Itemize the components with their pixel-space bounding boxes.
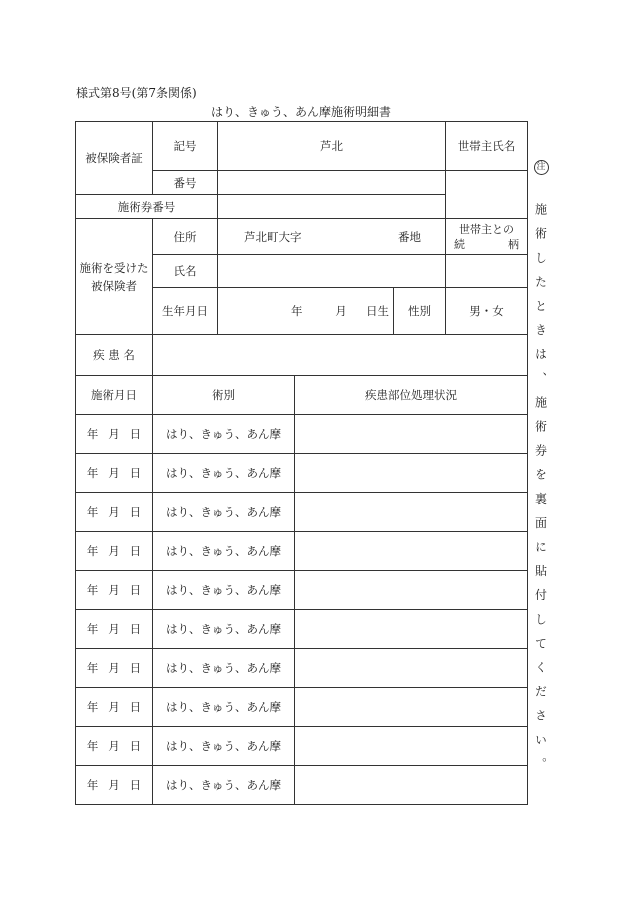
table-row <box>76 649 528 688</box>
table-row <box>76 727 528 766</box>
treatment-type-cell[interactable]: はり、きゅう、あん摩 <box>153 454 295 493</box>
treatment-status-cell[interactable] <box>295 649 528 688</box>
symbol-label: 記号 <box>153 122 218 171</box>
date-day: 日 <box>129 505 142 519</box>
date-year: 年 <box>86 622 99 636</box>
treatment-date-cell[interactable] <box>76 532 153 571</box>
treatment-rows <box>76 415 528 805</box>
treatment-status-cell[interactable] <box>295 766 528 805</box>
date-year: 年 <box>86 778 99 792</box>
sex-field[interactable]: 男・女 <box>446 288 528 335</box>
disease-field[interactable] <box>153 335 528 376</box>
patient-label-text: 施術を受けた被保険者 <box>79 260 149 293</box>
treatment-date-cell[interactable] <box>76 649 153 688</box>
treatment-type-header: 術別 <box>153 376 295 415</box>
treatment-type-cell[interactable]: はり、きゅう、あん摩 <box>153 727 295 766</box>
table-row <box>76 415 528 454</box>
insured-card-label: 被保険者証 <box>76 122 153 195</box>
treatment-type-cell[interactable]: はり、きゅう、あん摩 <box>153 766 295 805</box>
treatment-type-cell[interactable]: はり、きゅう、あん摩 <box>153 493 295 532</box>
treatment-date-cell[interactable] <box>76 766 153 805</box>
treatment-status-cell[interactable] <box>295 493 528 532</box>
date-month: 月 <box>108 544 120 558</box>
date-month: 月 <box>108 466 120 480</box>
treatment-date-cell[interactable] <box>76 688 153 727</box>
date-day: 日 <box>129 700 142 714</box>
date-day: 日 <box>129 466 142 480</box>
dob-label: 生年月日 <box>153 288 218 335</box>
address-lot: 番地 <box>398 229 421 244</box>
date-day: 日 <box>129 583 142 597</box>
ticket-number-label: 施術券番号 <box>76 195 218 219</box>
date-month: 月 <box>108 700 120 714</box>
treatment-type-cell[interactable]: はり、きゅう、あん摩 <box>153 688 295 727</box>
table-row <box>76 532 528 571</box>
document-title: はり、きゅう、あん摩施術明細書 <box>210 105 391 119</box>
address-label: 住所 <box>153 219 218 255</box>
statement-table <box>75 121 528 805</box>
relation-label <box>446 219 528 255</box>
note-text: 施術したときは、施術券を裏面に貼付してください。 <box>533 203 548 782</box>
date-year: 年 <box>86 544 99 558</box>
table-row <box>76 493 528 532</box>
head-of-household-name-field[interactable] <box>446 171 528 219</box>
ticket-number-field[interactable] <box>218 195 446 219</box>
treatment-date-cell[interactable] <box>76 610 153 649</box>
name-field[interactable] <box>218 255 446 288</box>
date-year: 年 <box>86 700 99 714</box>
side-note <box>531 158 551 781</box>
form-code: 様式第8号(第7条関係) <box>76 86 197 100</box>
treatment-type-cell[interactable]: はり、きゅう、あん摩 <box>153 649 295 688</box>
table-row <box>76 766 528 805</box>
number-field[interactable] <box>218 171 446 195</box>
number-label: 番号 <box>153 171 218 195</box>
table-row <box>76 454 528 493</box>
date-month: 月 <box>108 778 120 792</box>
relation-label-line1: 世帯主との <box>459 222 514 236</box>
relation-label-gara: 柄 <box>508 237 519 251</box>
treatment-date-cell[interactable] <box>76 493 153 532</box>
treatment-status-cell[interactable] <box>295 688 528 727</box>
disease-label: 疾 患 名 <box>76 335 153 376</box>
table-row <box>76 610 528 649</box>
date-year: 年 <box>86 583 99 597</box>
relation-label-zoku: 続 <box>454 237 465 251</box>
treatment-date-header: 施術月日 <box>76 376 153 415</box>
treatment-type-cell[interactable]: はり、きゅう、あん摩 <box>153 571 295 610</box>
sex-label: 性別 <box>394 288 446 335</box>
treatment-status-cell[interactable] <box>295 571 528 610</box>
treatment-status-cell[interactable] <box>295 415 528 454</box>
date-year: 年 <box>86 427 99 441</box>
treatment-date-cell[interactable] <box>76 415 153 454</box>
date-month: 月 <box>108 427 120 441</box>
treatment-date-cell[interactable] <box>76 727 153 766</box>
treatment-status-cell[interactable] <box>295 727 528 766</box>
dob-field[interactable] <box>218 288 394 335</box>
symbol-value[interactable]: 芦北 <box>218 122 446 171</box>
address-town: 芦北町大字 <box>244 229 302 244</box>
note-mark: 注 <box>534 160 549 175</box>
date-day: 日 <box>129 739 142 753</box>
date-month: 月 <box>108 739 120 753</box>
treatment-status-cell[interactable] <box>295 610 528 649</box>
relation-field[interactable] <box>446 255 528 288</box>
date-day: 日 <box>129 427 142 441</box>
date-month: 月 <box>108 622 120 636</box>
date-year: 年 <box>86 739 99 753</box>
patient-label <box>76 219 153 335</box>
date-day: 日 <box>129 544 142 558</box>
date-day: 日 <box>129 778 142 792</box>
address-field[interactable] <box>218 219 446 255</box>
name-label: 氏名 <box>153 255 218 288</box>
date-month: 月 <box>108 583 120 597</box>
date-day: 日 <box>129 622 142 636</box>
date-month: 月 <box>108 661 120 675</box>
head-of-household-label: 世帯主氏名 <box>446 122 528 171</box>
treatment-type-cell[interactable]: はり、きゅう、あん摩 <box>153 532 295 571</box>
treatment-status-cell[interactable] <box>295 454 528 493</box>
date-year: 年 <box>86 466 99 480</box>
treatment-type-cell[interactable]: はり、きゅう、あん摩 <box>153 415 295 454</box>
treatment-date-cell[interactable] <box>76 571 153 610</box>
table-row <box>76 688 528 727</box>
date-year: 年 <box>86 505 99 519</box>
date-year: 年 <box>86 661 99 675</box>
treatment-status-cell[interactable] <box>295 532 528 571</box>
table-row <box>76 571 528 610</box>
treatment-date-cell[interactable] <box>76 454 153 493</box>
date-day: 日 <box>129 661 142 675</box>
treatment-status-header: 疾患部位処理状況 <box>295 376 528 415</box>
treatment-type-cell[interactable]: はり、きゅう、あん摩 <box>153 610 295 649</box>
dob-month: 月 <box>335 304 347 318</box>
dob-year: 年 <box>291 304 303 318</box>
date-month: 月 <box>108 505 120 519</box>
dob-day: 日生 <box>366 304 389 318</box>
